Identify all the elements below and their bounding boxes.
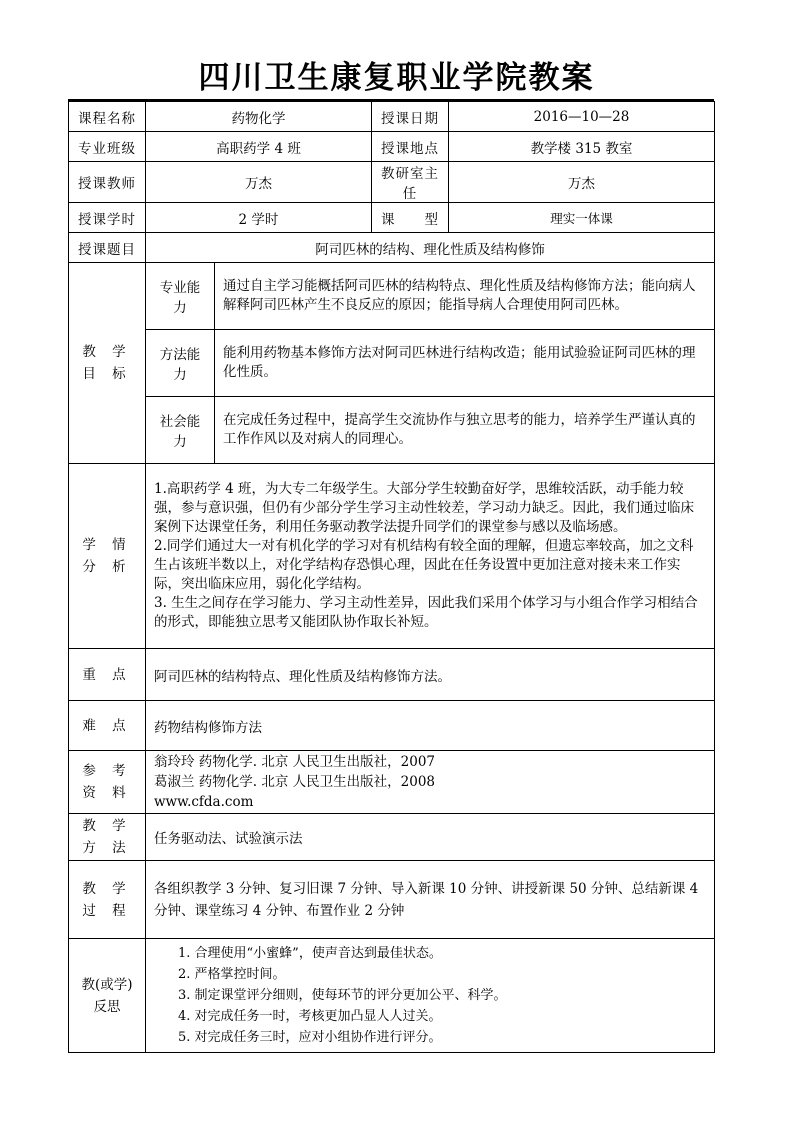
location-value: 教学楼 315 教室 [449,132,715,162]
hours-label: 授课学时 [69,203,146,233]
row-analysis [69,464,715,649]
reflection-list [146,939,715,1053]
date-value: 2016—10—28 [449,102,715,132]
row-reflection [69,939,715,1053]
reference-item: 翁玲玲 药物化学. 北京 人民卫生出版社，2007 [154,754,436,770]
row-goal-method [69,330,715,397]
goals-label: 教 学 目 标 [69,263,146,464]
reference-item: 葛淑兰 药物化学. 北京 人民卫生出版社，2008 [154,774,436,790]
key-point-text: 阿司匹林的结构特点、理化性质及结构修饰方法。 [146,649,715,701]
course-name-label: 课程名称 [69,102,146,132]
class-value: 高职药学 4 班 [146,132,372,162]
topic-label: 授课题目 [69,233,146,263]
row-methods [69,814,715,861]
row-topic [69,233,715,263]
goal-social-label: 社会能力 [146,397,215,464]
reflection-item: 2. 严格掌控时间。 [178,967,286,982]
references-label: 参 考 资 料 [69,751,146,814]
key-point-label: 重 点 [69,649,146,701]
goal-professional-label: 专业能力 [146,263,215,330]
row-teacher-director [69,162,715,203]
process-text: 各组织教学 3 分钟、复习旧课 7 分钟、导入新课 10 分钟、讲授新课 50 分钟、总结新课 4 分钟、课堂练习 4 分钟、布置作业 2 分钟 [146,861,715,939]
row-process [69,861,715,939]
row-difficulty [69,701,715,751]
row-hours-type [69,203,715,233]
date-label: 授课日期 [372,102,449,132]
goal-social-text: 在完成任务过程中，提高学生交流协作与独立思考的能力，培养学生严谨认真的工作作风以及对病人的同理心。 [215,397,715,464]
document-title: 四川卫生康复职业学院教案 [198,60,595,96]
hours-value: 2 学时 [146,203,372,233]
reflection-item: 3. 制定课堂评分细则，使每环节的评分更加公平、科学。 [178,988,507,1003]
type-label: 课 型 [372,203,449,233]
reflection-label: 教(或学) 反思 [69,939,146,1053]
methods-text: 任务驱动法、试验演示法 [146,814,715,861]
row-goal-social [69,397,715,464]
goal-method-label: 方法能力 [146,330,215,397]
course-name-value: 药物化学 [146,102,372,132]
class-label: 专业班级 [69,132,146,162]
references-list [146,751,715,814]
goal-professional-text: 通过自主学习能概括阿司匹林的结构特点、理化性质及结构修饰方法；能向病人解释阿司匹林产生不良反应的原因；能指导病人合理使用阿司匹林。 [215,263,715,330]
row-class-location [69,132,715,162]
analysis-paragraph: 1.高职药学 4 班，为大专二年级学生。大部分学生较勤奋好学，思维较活跃，动手能力较强，参与意识强，但仍有少部分学生学习主动性较差，学习动力缺乏。因此，我们通过临床案例下达课堂任务，利用任务驱动教学法提升同学们的课堂参与感以及临场感。 [154,481,694,535]
location-label: 授课地点 [372,132,449,162]
reflection-item: 5. 对完成任务三时，应对小组协作进行评分。 [178,1030,442,1045]
director-label: 教研室主任 [372,162,449,203]
row-references [69,751,715,814]
difficulty-text: 药物结构修饰方法 [146,701,715,751]
teacher-label: 授课教师 [69,162,146,203]
reference-link[interactable]: www.cfda.com [154,794,254,810]
reflection-item: 4. 对完成任务一时，考核更加凸显人人过关。 [178,1009,442,1024]
analysis-label: 学 情 分 析 [69,464,146,649]
director-value: 万杰 [449,162,715,203]
row-course-date [69,102,715,132]
topic-value: 阿司匹林的结构、理化性质及结构修饰 [146,233,715,263]
difficulty-label: 难 点 [69,701,146,751]
analysis-paragraph: 3. 生生之间存在学习能力、学习主动性差异，因此我们采用个体学习与小组合作学习相结合的形式，即能独立思考又能团队协作取长补短。 [154,595,698,630]
row-goal-professional [69,263,715,330]
lesson-plan-table [68,101,715,1053]
process-label: 教 学 过 程 [69,861,146,939]
analysis-paragraph: 2.同学们通过大一对有机化学的学习对有机结构有较全面的理解，但遗忘率较高，加之文科生占该班半数以上，对化学结构存恐惧心理，因此在任务设置中更加注意对接未来工作实际，突出临床应用，弱化化学结构。 [154,538,694,592]
teacher-value: 万杰 [146,162,372,203]
type-value: 理实一体课 [449,203,715,233]
analysis-text [146,464,715,649]
goal-method-text: 能利用药物基本修饰方法对阿司匹林进行结构改造；能用试验验证阿司匹林的理化性质。 [215,330,715,397]
row-key-point [69,649,715,701]
reflection-item: 1. 合理使用“小蜜蜂”，使声音达到最佳状态。 [178,946,442,961]
methods-label: 教 学 方 法 [69,814,146,861]
